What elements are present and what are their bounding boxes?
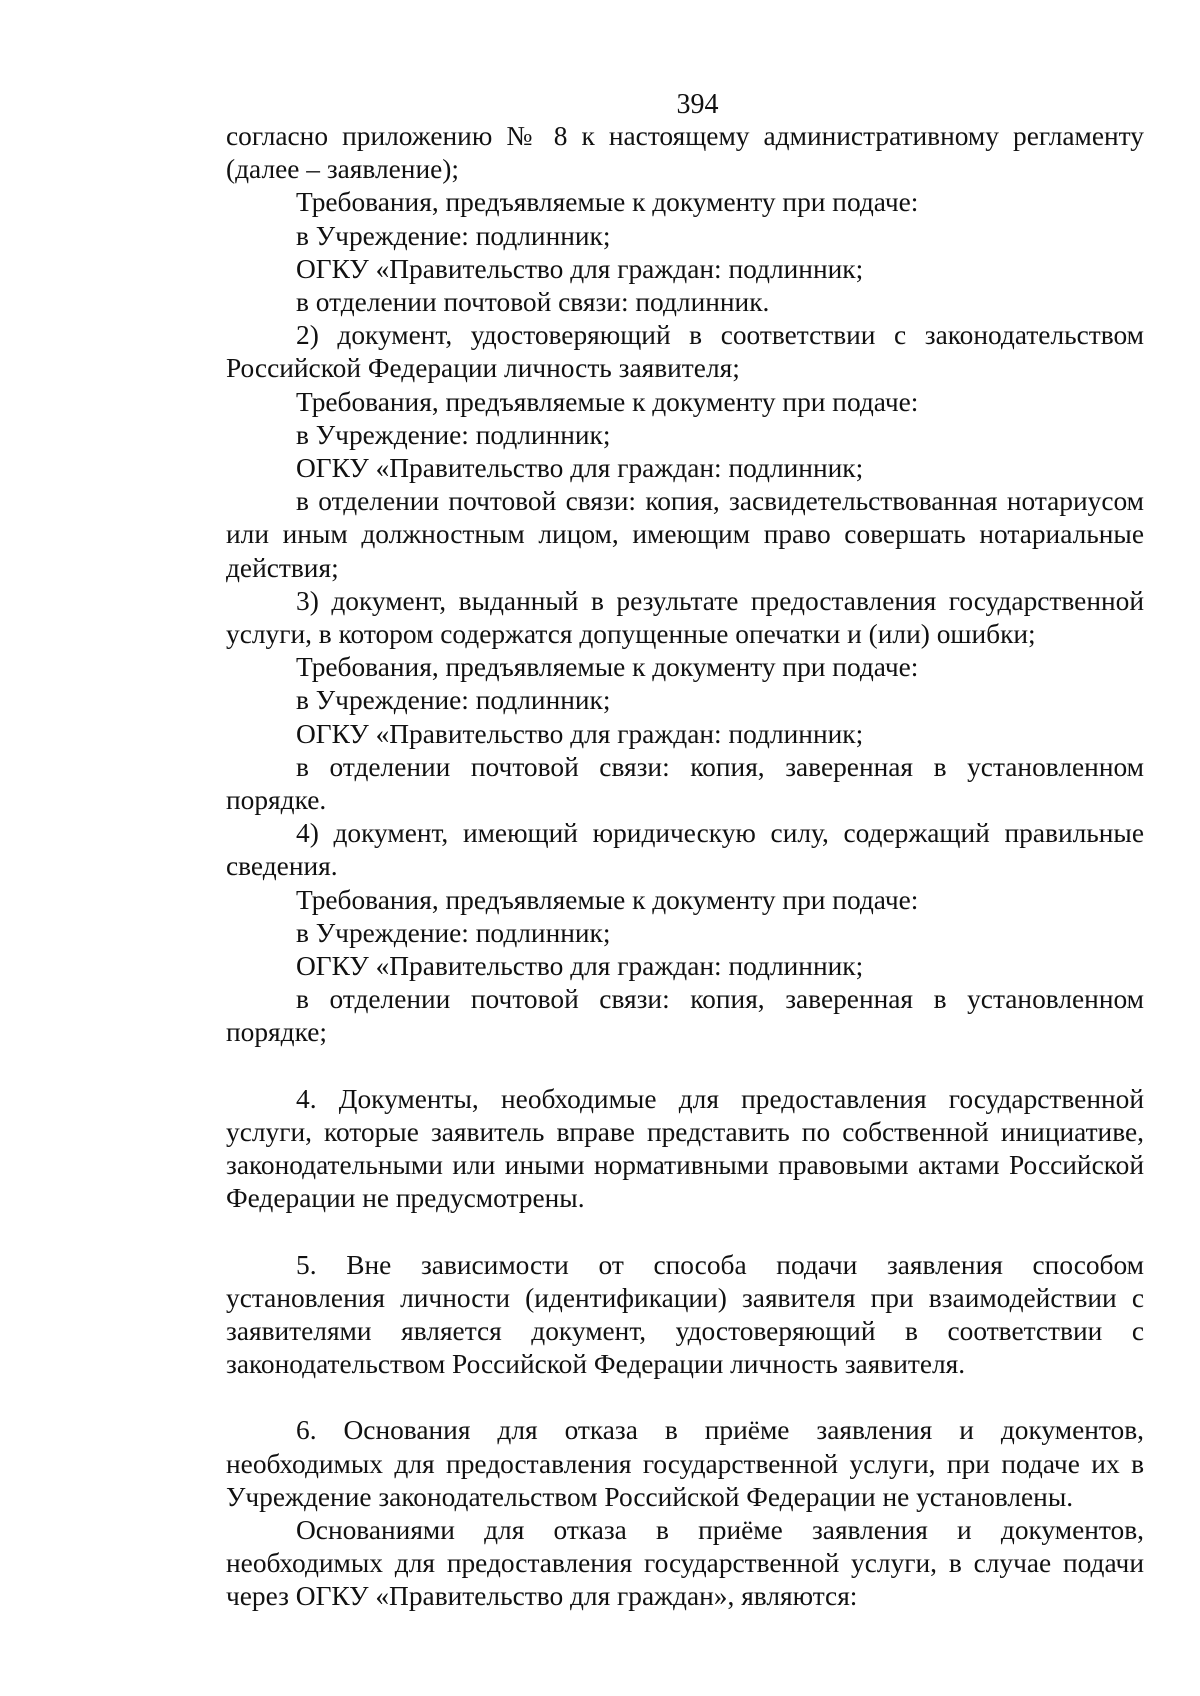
paragraph-requirements-1: Требования, предъявляемые к документу при подаче:	[296, 187, 919, 218]
paragraph-ogku-4: ОГКУ «Правительство для граждан: подлинник;	[296, 951, 864, 982]
paragraph-item-3: 3) документ, выданный в результате предоставления государственной услуги, в котором содержатся допущенные опечатки и (или) ошибки;	[226, 585, 1144, 650]
paragraph-post-3: в отделении почтовой связи: копия, заверенная в установленном порядке.	[226, 751, 1144, 816]
paragraph-institution-3: в Учреждение: подлинник;	[296, 685, 611, 716]
paragraph-post-1: в отделении почтовой связи: подлинник.	[296, 287, 770, 318]
document-body	[226, 120, 1144, 1614]
page-number: 394	[676, 89, 719, 120]
paragraph-requirements-3: Требования, предъявляемые к документу при подаче:	[296, 652, 919, 683]
paragraph-institution-2: в Учреждение: подлинник;	[296, 419, 611, 450]
paragraph-item-4: 4) документ, имеющий юридическую силу, содержащий правильные сведения.	[226, 818, 1144, 882]
paragraph-post-2: в отделении почтовой связи: копия, засвидетельствованная нотариусом или иным должностным лицом, имеющим право совершать нотариальные действия;	[226, 486, 1144, 583]
paragraph-requirements-4: Требования, предъявляемые к документу при подаче:	[296, 884, 919, 915]
section-4: 4. Документы, необходимые для предоставления государственной услуги, которые заявитель вправе представить по собственной инициативе, законодательными или иными нормативными правовыми актами Российской Федерации не предусмотрены.	[226, 1083, 1144, 1214]
paragraph-post-4: в отделении почтовой связи: копия, заверенная в установленном порядке;	[226, 984, 1144, 1048]
paragraph-ogku-1: ОГКУ «Правительство для граждан: подлинник;	[296, 253, 864, 284]
paragraph-ogku-3: ОГКУ «Правительство для граждан: подлинник;	[296, 718, 864, 749]
paragraph-institution-4: в Учреждение: подлинник;	[296, 917, 611, 948]
paragraph-requirements-2: Требования, предъявляемые к документу при подаче:	[296, 386, 919, 417]
section-6-grounds: Основаниями для отказа в приёме заявления и документов, необходимых для предоставления государственной услуги, в случае подачи через ОГКУ «Правительство для граждан», являются:	[226, 1514, 1144, 1612]
paragraph-ogku-2: ОГКУ «Правительство для граждан: подлинник;	[296, 453, 864, 484]
paragraph-institution-1: в Учреждение: подлинник;	[296, 220, 611, 251]
section-6: 6. Основания для отказа в приёме заявления и документов, необходимых для предоставления государственной услуги, при подаче их в Учреждение законодательством Российской Федерации не установлены.	[226, 1415, 1144, 1512]
section-5: 5. Вне зависимости от способа подачи заявления способом установления личности (идентификации) заявителя при взаимодействии с заявителями является документ, удостоверяющий в соответствии с законодательством Российской Федерации личность заявителя.	[226, 1249, 1144, 1380]
paragraph-continuation: согласно приложению № 8 к настоящему административному регламенту (далее – заявление);	[226, 121, 1144, 185]
paragraph-item-2: 2) документ, удостоверяющий в соответствии с законодательством Российской Федерации личность заявителя;	[226, 320, 1144, 384]
